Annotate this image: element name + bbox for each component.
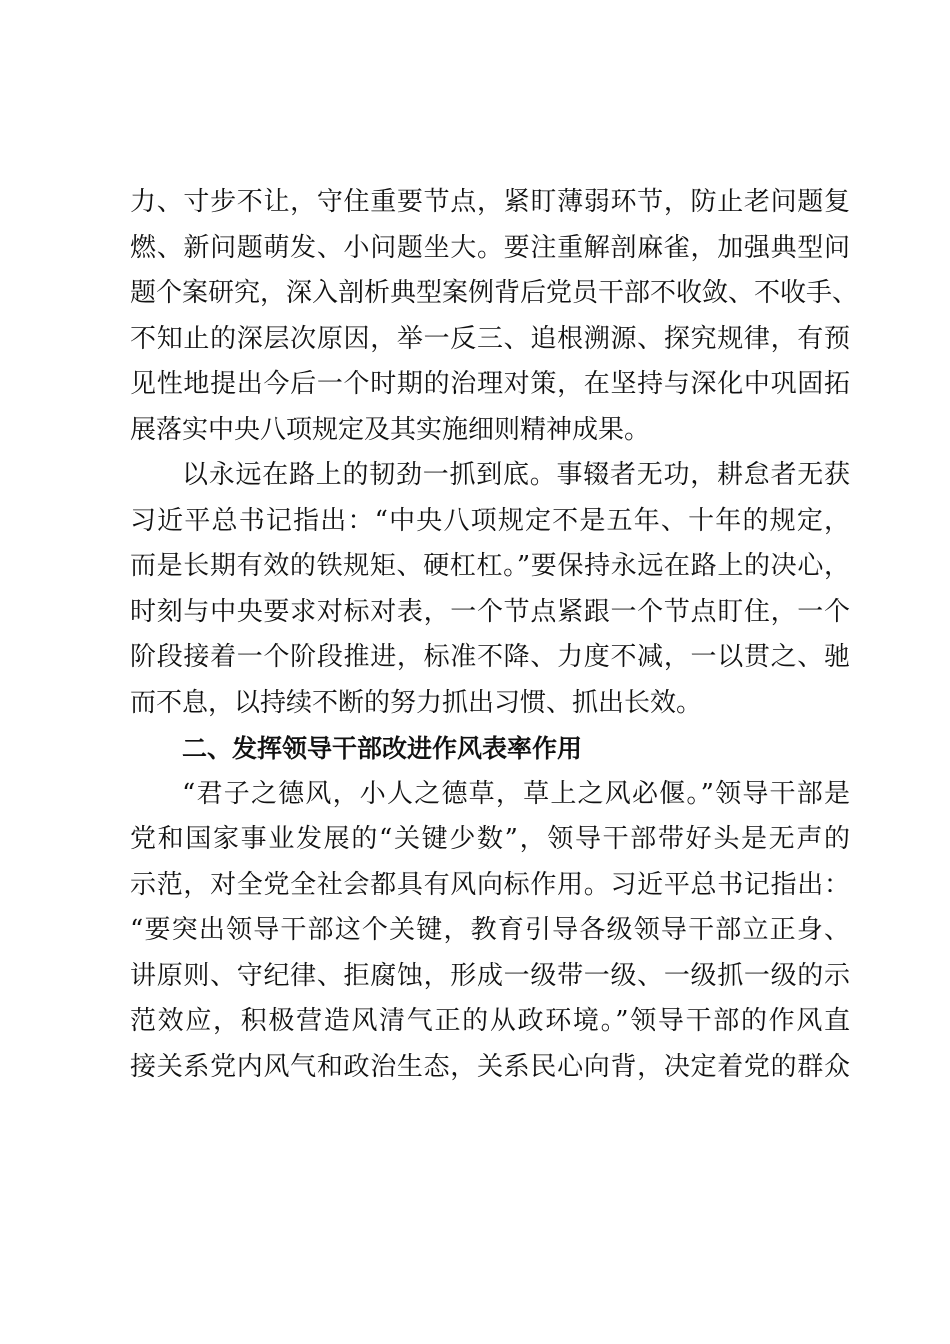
paragraph — [130, 772, 850, 1091]
text-line: 习近平总书记指出：“中央八项规定不是五年、十年的规定， — [130, 505, 850, 536]
text-line: 党和国家事业发展的“关键少数”，领导干部带好头是无声的 — [130, 824, 850, 854]
text-line: 而不息，以持续不断的努力抓出习惯、抓出长效。 — [130, 687, 703, 718]
text-line: 题个案研究，深入剖析典型案例背后党员干部不收敛、不收手、 — [130, 278, 859, 308]
text-line: 讲原则、守纪律、拒腐蚀，形成一级带一级、一级抓一级的示 — [130, 960, 850, 991]
text-line: “君子之德风，小人之德草，草上之风必偃。”领导干部是 — [182, 778, 850, 809]
text-line: 力、寸步不让，守住重要节点，紧盯薄弱环节，防止老问题复 — [130, 187, 850, 217]
text-line: “要突出领导干部这个关键，教育引导各级领导干部立正身、 — [130, 915, 850, 945]
section-heading — [130, 726, 850, 772]
text-line: 以永远在路上的韧劲一抓到底。事辍者无功，耕怠者无获 — [182, 460, 850, 490]
text-line: 见性地提出今后一个时期的治理对策，在坚持与深化中巩固拓 — [130, 369, 850, 399]
text-line: 阶段接着一个阶段推进，标准不降、力度不减，一以贯之、驰 — [130, 642, 850, 672]
document-body — [130, 180, 859, 1090]
paragraph — [130, 453, 850, 726]
text-line: 范效应，积极营造风清气正的从政环境。”领导干部的作风直 — [130, 1006, 850, 1036]
text-line: 示范，对全党全社会都具有风向标作用。习近平总书记指出： — [130, 869, 850, 900]
text-line: 时刻与中央要求对标对表，一个节点紧跟一个节点盯住，一个 — [130, 596, 850, 627]
text-line: 燃、新问题萌发、小问题坐大。要注重解剖麻雀，加强典型问 — [130, 232, 850, 263]
text-line: 而是长期有效的铁规矩、硬杠杠。”要保持永远在路上的决心， — [130, 551, 850, 581]
text-line: 不知止的深层次原因，举一反三、追根溯源、探究规律，有预 — [130, 323, 850, 354]
text-line: 接关系党内风气和政治生态，关系民心向背，决定着党的群众 — [130, 1051, 850, 1082]
heading-text: 二、发挥领导干部改进作风表率作用 — [182, 734, 583, 763]
text-line: 展落实中央八项规定及其实施细则精神成果。 — [130, 414, 651, 445]
paragraph — [130, 180, 859, 453]
